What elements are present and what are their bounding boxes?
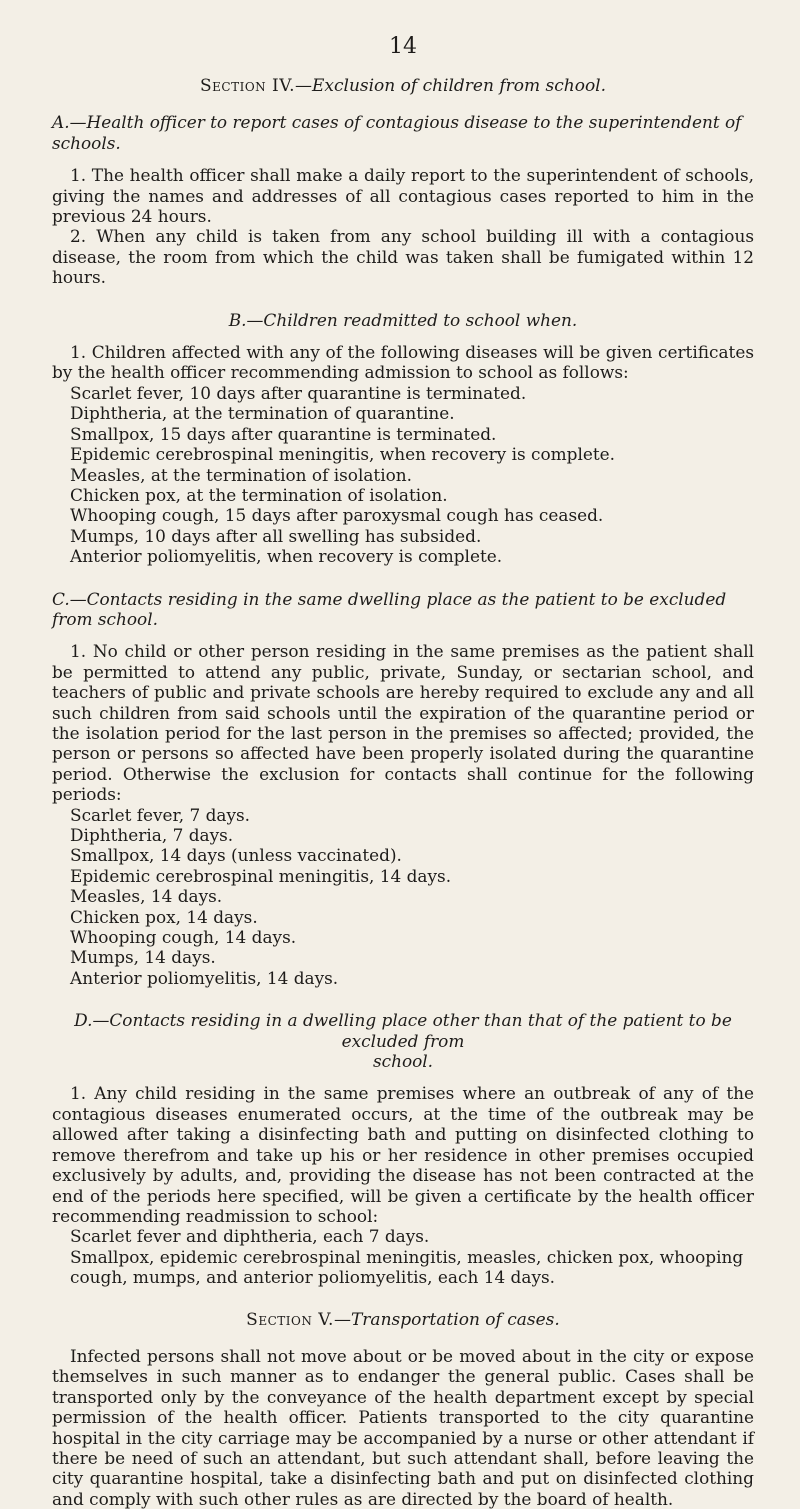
page-number: 14 <box>389 34 417 59</box>
section-iv-dash: — <box>294 76 312 96</box>
list-item: Epidemic cerebrospinal meningitis, when recovery is complete. <box>70 444 616 465</box>
part-c-disease-list <box>52 805 754 989</box>
list-item: Diphtheria, 7 days. <box>70 825 234 845</box>
list-item: Whooping cough, 14 days. <box>70 927 297 948</box>
section-iv-label: Section IV. <box>199 76 295 96</box>
part-d-heading-line-2: school. <box>372 1051 434 1072</box>
section-v-dash: — <box>333 1309 351 1330</box>
part-d-paragraph-1: 1. Any child residing in the same premises where an outbreak of any of the contagious diseases enumerated occurs, at the time of the outbreak may be allowed after taking a disinfecting bath and putting on disinfected clothing to remove therefrom and take up his or her residence in other premises occupied exclusively by adults, and, providing the disease has not been contracted at the end of the periods here specified, will be given a certificate by the health officer recommending readmission to school: <box>52 1083 754 1226</box>
part-d-heading-line-1: D.—Contacts residing in a dwelling place other than that of the patient to be excluded from <box>74 1010 732 1051</box>
list-item: Scarlet fever, 10 days after quarantine is terminated. <box>70 382 527 403</box>
list-item: Diphtheria, at the termination of quarantine. <box>70 403 455 424</box>
part-b-paragraph-1: 1. Children affected with any of the following diseases will be given certificates by the health officer recommending admission to school as follows: <box>52 342 754 383</box>
list-item: Smallpox, 15 days after quarantine is terminated. <box>70 423 497 444</box>
list-item: Mumps, 14 days. <box>70 947 216 968</box>
part-a-paragraph-1: 1. The health officer shall make a daily report to the superintendent of schools, giving the names and addresses of all contagious cases reported to him in the previous 24 hours. <box>52 165 754 227</box>
list-item: Smallpox, 14 days (unless vaccinated). <box>70 845 402 866</box>
part-d-heading <box>52 1010 754 1071</box>
list-item: Scarlet fever and diphtheria, each 7 days. <box>70 1226 430 1247</box>
list-item: Smallpox, epidemic cerebrospinal meningitis, measles, chicken pox, whooping cough, mumps, and anterior poliomyelitis, each 14 days. <box>70 1246 744 1288</box>
section-v-title: Transportation of cases. <box>350 1309 560 1330</box>
list-item: Epidemic cerebrospinal meningitis, 14 days. <box>70 865 452 886</box>
list-item: Scarlet fever, 7 days. <box>70 804 251 825</box>
part-a-letter: A. <box>52 112 70 133</box>
part-a-paragraph-2: 2. When any child is taken from any school building ill with a contagious disease, the room from which the child was taken shall be fumigated within 12 hours. <box>52 226 754 288</box>
list-item: Mumps, 10 days after all swelling has subsided. <box>70 525 482 546</box>
list-item: Anterior poliomyelitis, when recovery is complete. <box>70 546 503 567</box>
part-c-paragraph-1: 1. No child or other person residing in the same premises as the patient shall be permitted to attend any public, private, Sunday, or sectarian school, and teachers of public and private schools are hereby required to exclude any and all such children from said schools until the expiration of the quarantine period or the isolation period for the last person in the premises so affected; provided, the person or persons so affected have been properly isolated during the quarantine period. Otherwise the exclusion for contacts shall continue for the following periods: <box>52 641 754 805</box>
section-v-paragraph-1: Infected persons shall not move about or be moved about in the city or expose themselves in such manner as to endanger the general public. Cases shall be transported only by the conveyance of the health department except by special permission of the health officer. Patients transported to the city quarantine hospital in the city carriage may be accompanied by a nurse or other attendant if there be need of such an attendant, but such attendant shall, before leaving the city quarantine hospital, take a disinfecting bath and put on disinfected clothing and comply with such other rules as are directed by the board of health. <box>52 1345 754 1509</box>
list-item: Measles, at the termination of isolation. <box>70 464 413 485</box>
part-b-disease-list <box>52 383 754 567</box>
list-item: Whooping cough, 15 days after paroxysmal cough has ceased. <box>70 505 604 526</box>
list-item: Measles, 14 days. <box>70 886 223 907</box>
part-a-heading <box>52 112 754 153</box>
part-c-heading: C.—Contacts residing in the same dwelling place as the patient to be excluded from school. <box>52 588 727 629</box>
list-item: Chicken pox, 14 days. <box>70 906 258 927</box>
section-iv-title: Exclusion of children from school. <box>311 76 607 96</box>
part-a-heading-text: —Health officer to report cases of contagious disease to the superintendent of schools. <box>52 112 742 153</box>
section-v-label: Section V. <box>246 1309 334 1330</box>
list-item: Chicken pox, at the termination of isolation. <box>70 484 448 505</box>
part-b-heading: B.—Children readmitted to school when. <box>228 309 578 330</box>
part-d-period-list <box>52 1226 754 1287</box>
section-iv-heading <box>52 76 754 96</box>
list-item: Anterior poliomyelitis, 14 days. <box>70 967 339 988</box>
section-v-heading <box>52 1310 754 1330</box>
